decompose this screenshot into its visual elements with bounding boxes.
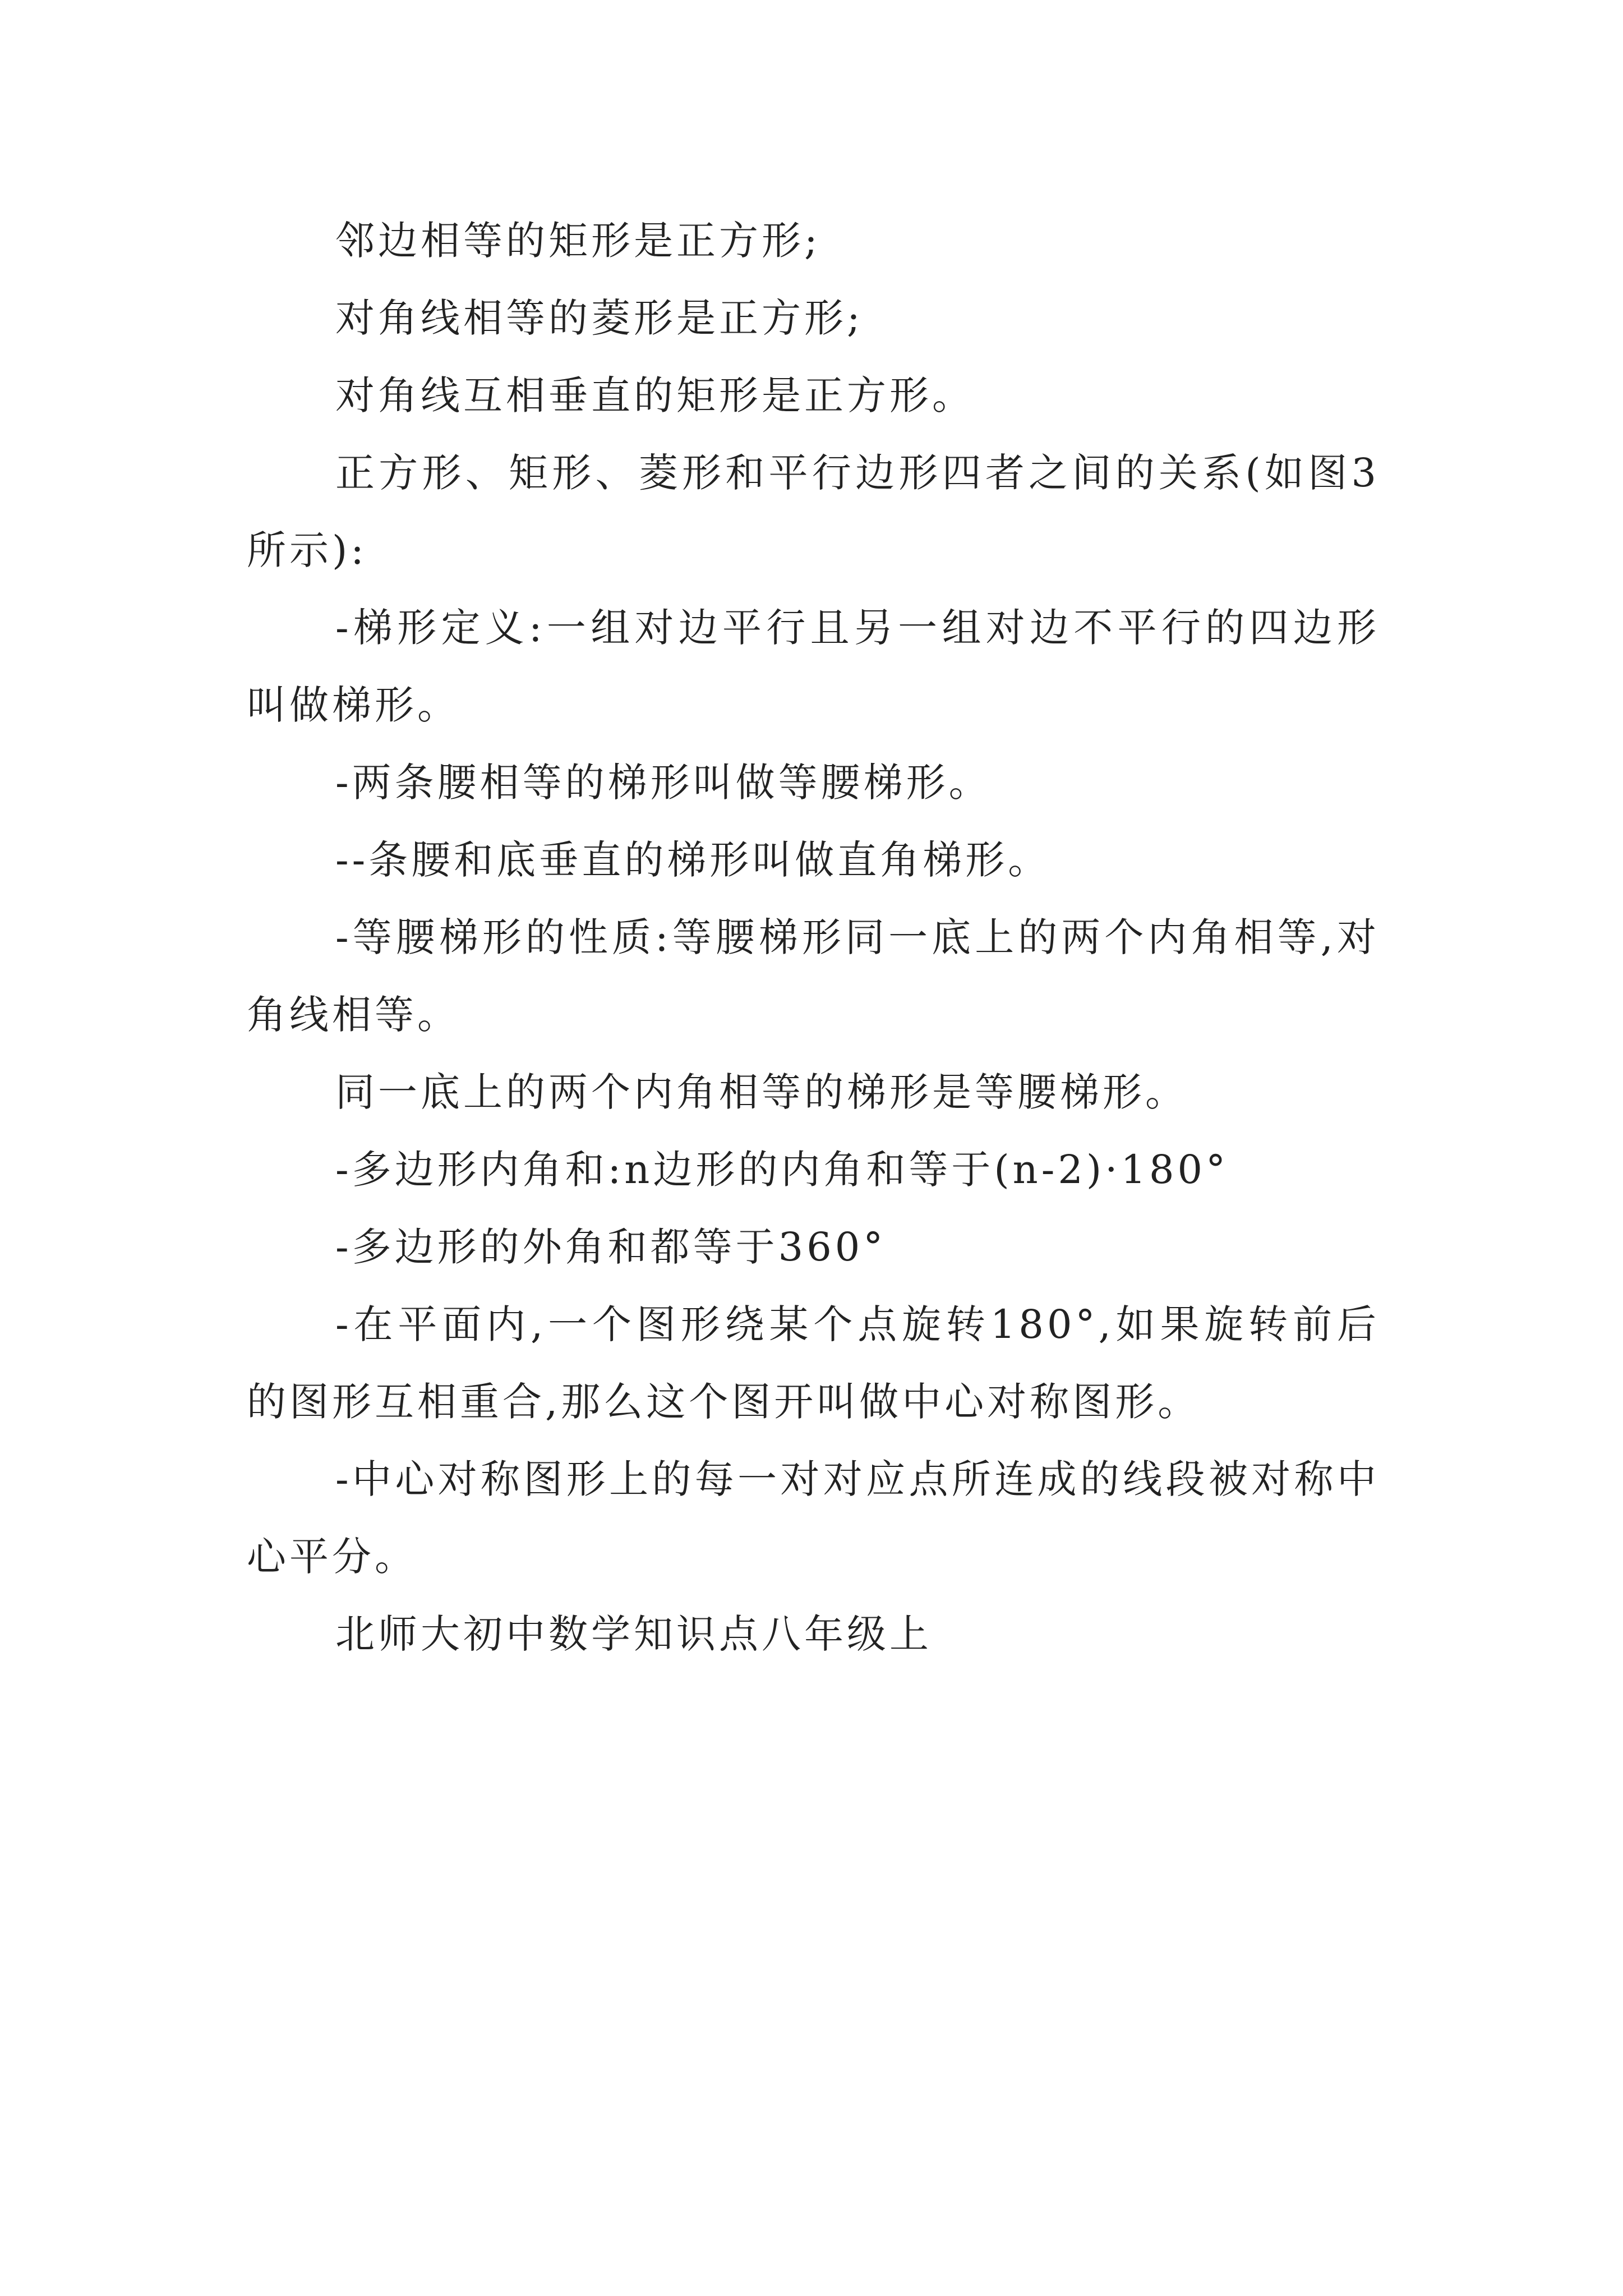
paragraph: -两条腰相等的梯形叫做等腰梯形。 [335, 760, 992, 806]
paragraph: --条腰和底垂直的梯形叫做直角梯形。 [335, 837, 1051, 883]
paragraph: -在平面内,一个图形绕某个点旋转180°,如果旋转前后的图形互相重合,那么这个图开叫做中心对称图形。 [247, 1301, 1380, 1425]
paragraph: 同一底上的两个内角相等的梯形是等腰梯形。 [335, 1069, 1188, 1115]
paragraph: 正方形、矩形、菱形和平行边形四者之间的关系(如图3所示): [247, 450, 1380, 573]
paragraph: 对角线相等的菱形是正方形; [335, 295, 864, 341]
paragraph: 对角线互相垂直的矩形是正方形。 [335, 372, 975, 418]
paragraph: -梯形定义:一组对边平行且另一组对边不平行的四边形叫做梯形。 [247, 605, 1380, 728]
paragraph: -等腰梯形的性质:等腰梯形同一底上的两个内角相等,对角线相等。 [247, 914, 1380, 1038]
paragraph: -中心对称图形上的每一对对应点所连成的线段被对称中心平分。 [247, 1456, 1380, 1580]
document-body [247, 202, 1380, 1673]
paragraph: -多边形的外角和都等于360° [335, 1224, 887, 1270]
section-heading: 北师大初中数学知识点八年级上 [335, 1611, 932, 1657]
paragraph: -多边形内角和:n边形的内角和等于(n-2)·180° [335, 1147, 1229, 1193]
paragraph: 邻边相等的矩形是正方形; [335, 218, 821, 264]
